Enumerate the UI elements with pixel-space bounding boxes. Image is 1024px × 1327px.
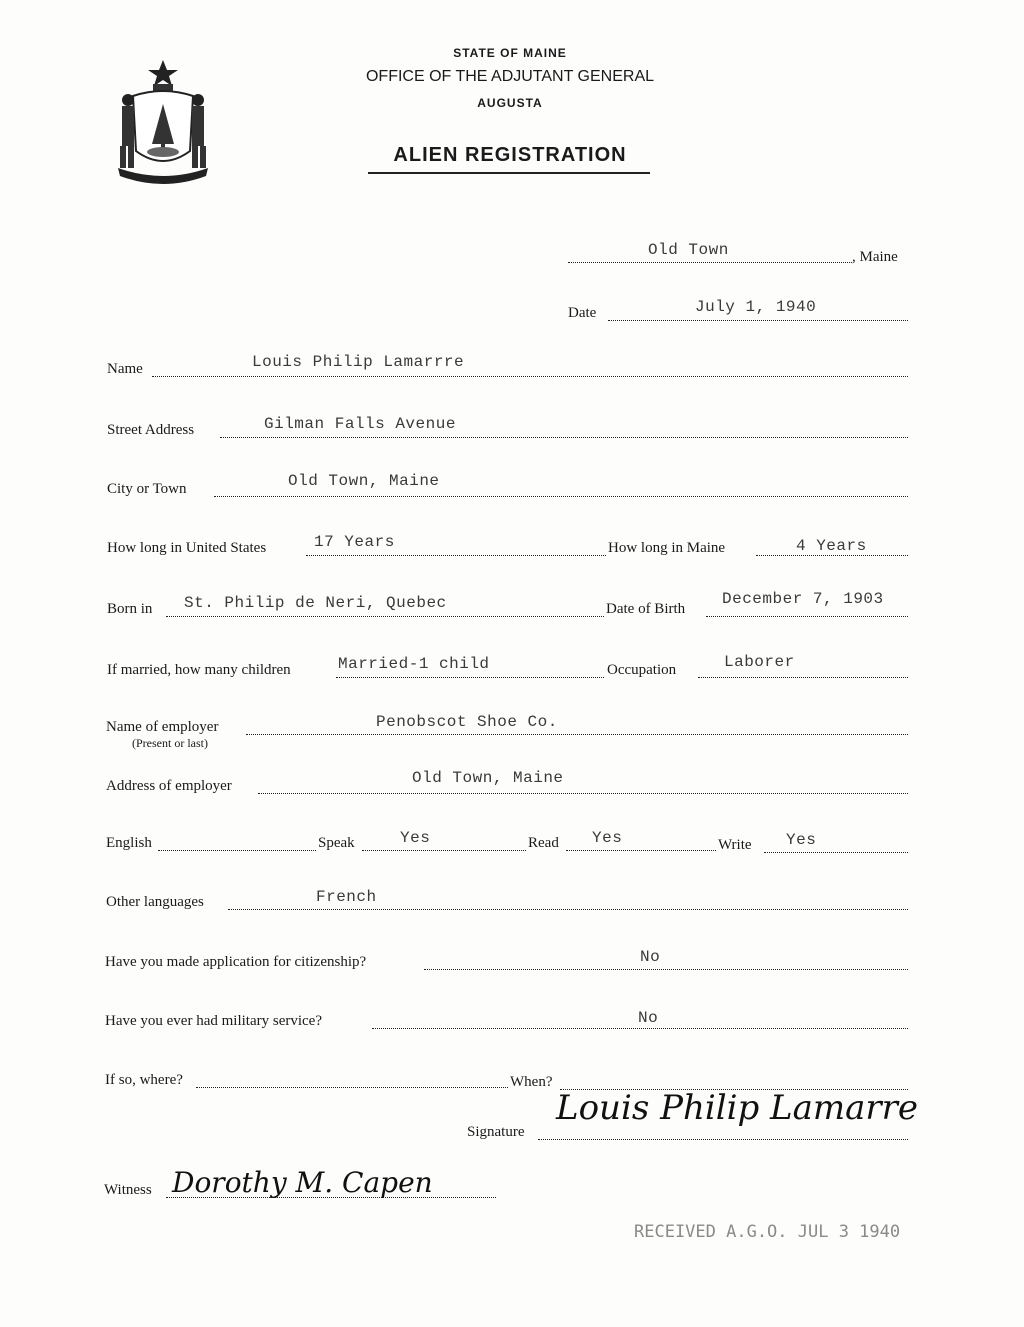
employer-value: Penobscot Shoe Co.: [376, 713, 558, 731]
date-label: Date: [568, 305, 597, 321]
read-value: Yes: [592, 829, 623, 847]
place-value: Old Town: [648, 241, 729, 259]
other-languages-label: Other languages: [106, 894, 204, 910]
employer-label: Name of employer: [106, 719, 219, 735]
read-label: Read: [528, 835, 559, 851]
occupation-label: Occupation: [607, 662, 677, 678]
date-line: [608, 320, 908, 321]
maine-years-label: How long in Maine: [608, 540, 726, 556]
employer-address-label: Address of employer: [106, 778, 232, 794]
english-line: [158, 850, 316, 851]
header-state: STATE OF MAINE: [453, 46, 567, 60]
us-years-label: How long in United States: [107, 540, 267, 556]
received-stamp: RECEIVED A.G.O. JUL 3 1940: [634, 1222, 901, 1242]
place-line: [568, 262, 852, 263]
signature-label: Signature: [467, 1124, 525, 1140]
speak-label: Speak: [318, 835, 355, 851]
dob-line: [706, 616, 908, 617]
military-line: [372, 1028, 908, 1029]
employer-address-line: [258, 793, 908, 794]
date-value: July 1, 1940: [695, 298, 817, 316]
dob-value: December 7, 1903: [722, 590, 884, 608]
english-label: English: [106, 835, 152, 851]
form-title: ALIEN REGISTRATION: [393, 144, 627, 166]
header-office: OFFICE OF THE ADJUTANT GENERAL: [365, 68, 655, 85]
signature-value: Louis Philip Lamarre: [556, 1088, 919, 1128]
city-value: Old Town, Maine: [288, 472, 440, 490]
born-in-line: [166, 616, 604, 617]
read-line: [566, 850, 716, 851]
born-in-label: Born in: [107, 601, 153, 617]
maine-years-line: [756, 555, 908, 556]
dob-label: Date of Birth: [606, 601, 686, 617]
city-line: [214, 496, 908, 497]
write-label: Write: [718, 837, 752, 853]
occupation-line: [698, 677, 908, 678]
when-label: When?: [510, 1074, 553, 1090]
city-label: City or Town: [107, 481, 187, 497]
name-label: Name: [107, 361, 143, 377]
children-value: Married-1 child: [338, 655, 490, 673]
name-line: [152, 376, 908, 377]
military-value: No: [638, 1009, 659, 1027]
other-languages-line: [228, 909, 908, 910]
where-label: If so, where?: [105, 1072, 183, 1088]
employer-address-value: Old Town, Maine: [412, 769, 564, 787]
occupation-value: Laborer: [724, 653, 795, 671]
citizenship-label: Have you made application for citizenship?: [105, 954, 367, 970]
witness-label: Witness: [104, 1182, 152, 1198]
write-line: [764, 852, 908, 853]
speak-line: [362, 850, 526, 851]
citizenship-value: No: [640, 948, 661, 966]
us-years-value: 17 Years: [314, 533, 395, 551]
employer-line: [246, 734, 908, 735]
title-underline: [368, 172, 650, 174]
other-languages-value: French: [316, 888, 377, 906]
citizenship-line: [424, 969, 908, 970]
born-in-value: St. Philip de Neri, Quebec: [184, 594, 447, 612]
write-value: Yes: [786, 831, 817, 849]
where-line: [196, 1087, 508, 1088]
street-value: Gilman Falls Avenue: [264, 415, 456, 433]
street-line: [220, 437, 908, 438]
children-label: If married, how many children: [107, 662, 291, 678]
header-city: AUGUSTA: [477, 96, 543, 110]
us-years-line: [306, 555, 606, 556]
name-value: Louis Philip Lamarrre: [252, 353, 465, 371]
children-line: [336, 677, 604, 678]
signature-line: [538, 1139, 908, 1140]
place-suffix: , Maine: [852, 249, 898, 265]
employer-sublabel: (Present or last): [132, 736, 208, 750]
street-label: Street Address: [107, 422, 195, 438]
state-seal: [108, 56, 218, 186]
speak-value: Yes: [400, 829, 431, 847]
maine-years-value: 4 Years: [796, 537, 867, 555]
military-label: Have you ever had military service?: [105, 1013, 322, 1029]
seal-banner-text: MAINE: [151, 166, 177, 175]
witness-value: Dorothy M. Capen: [172, 1166, 433, 1199]
